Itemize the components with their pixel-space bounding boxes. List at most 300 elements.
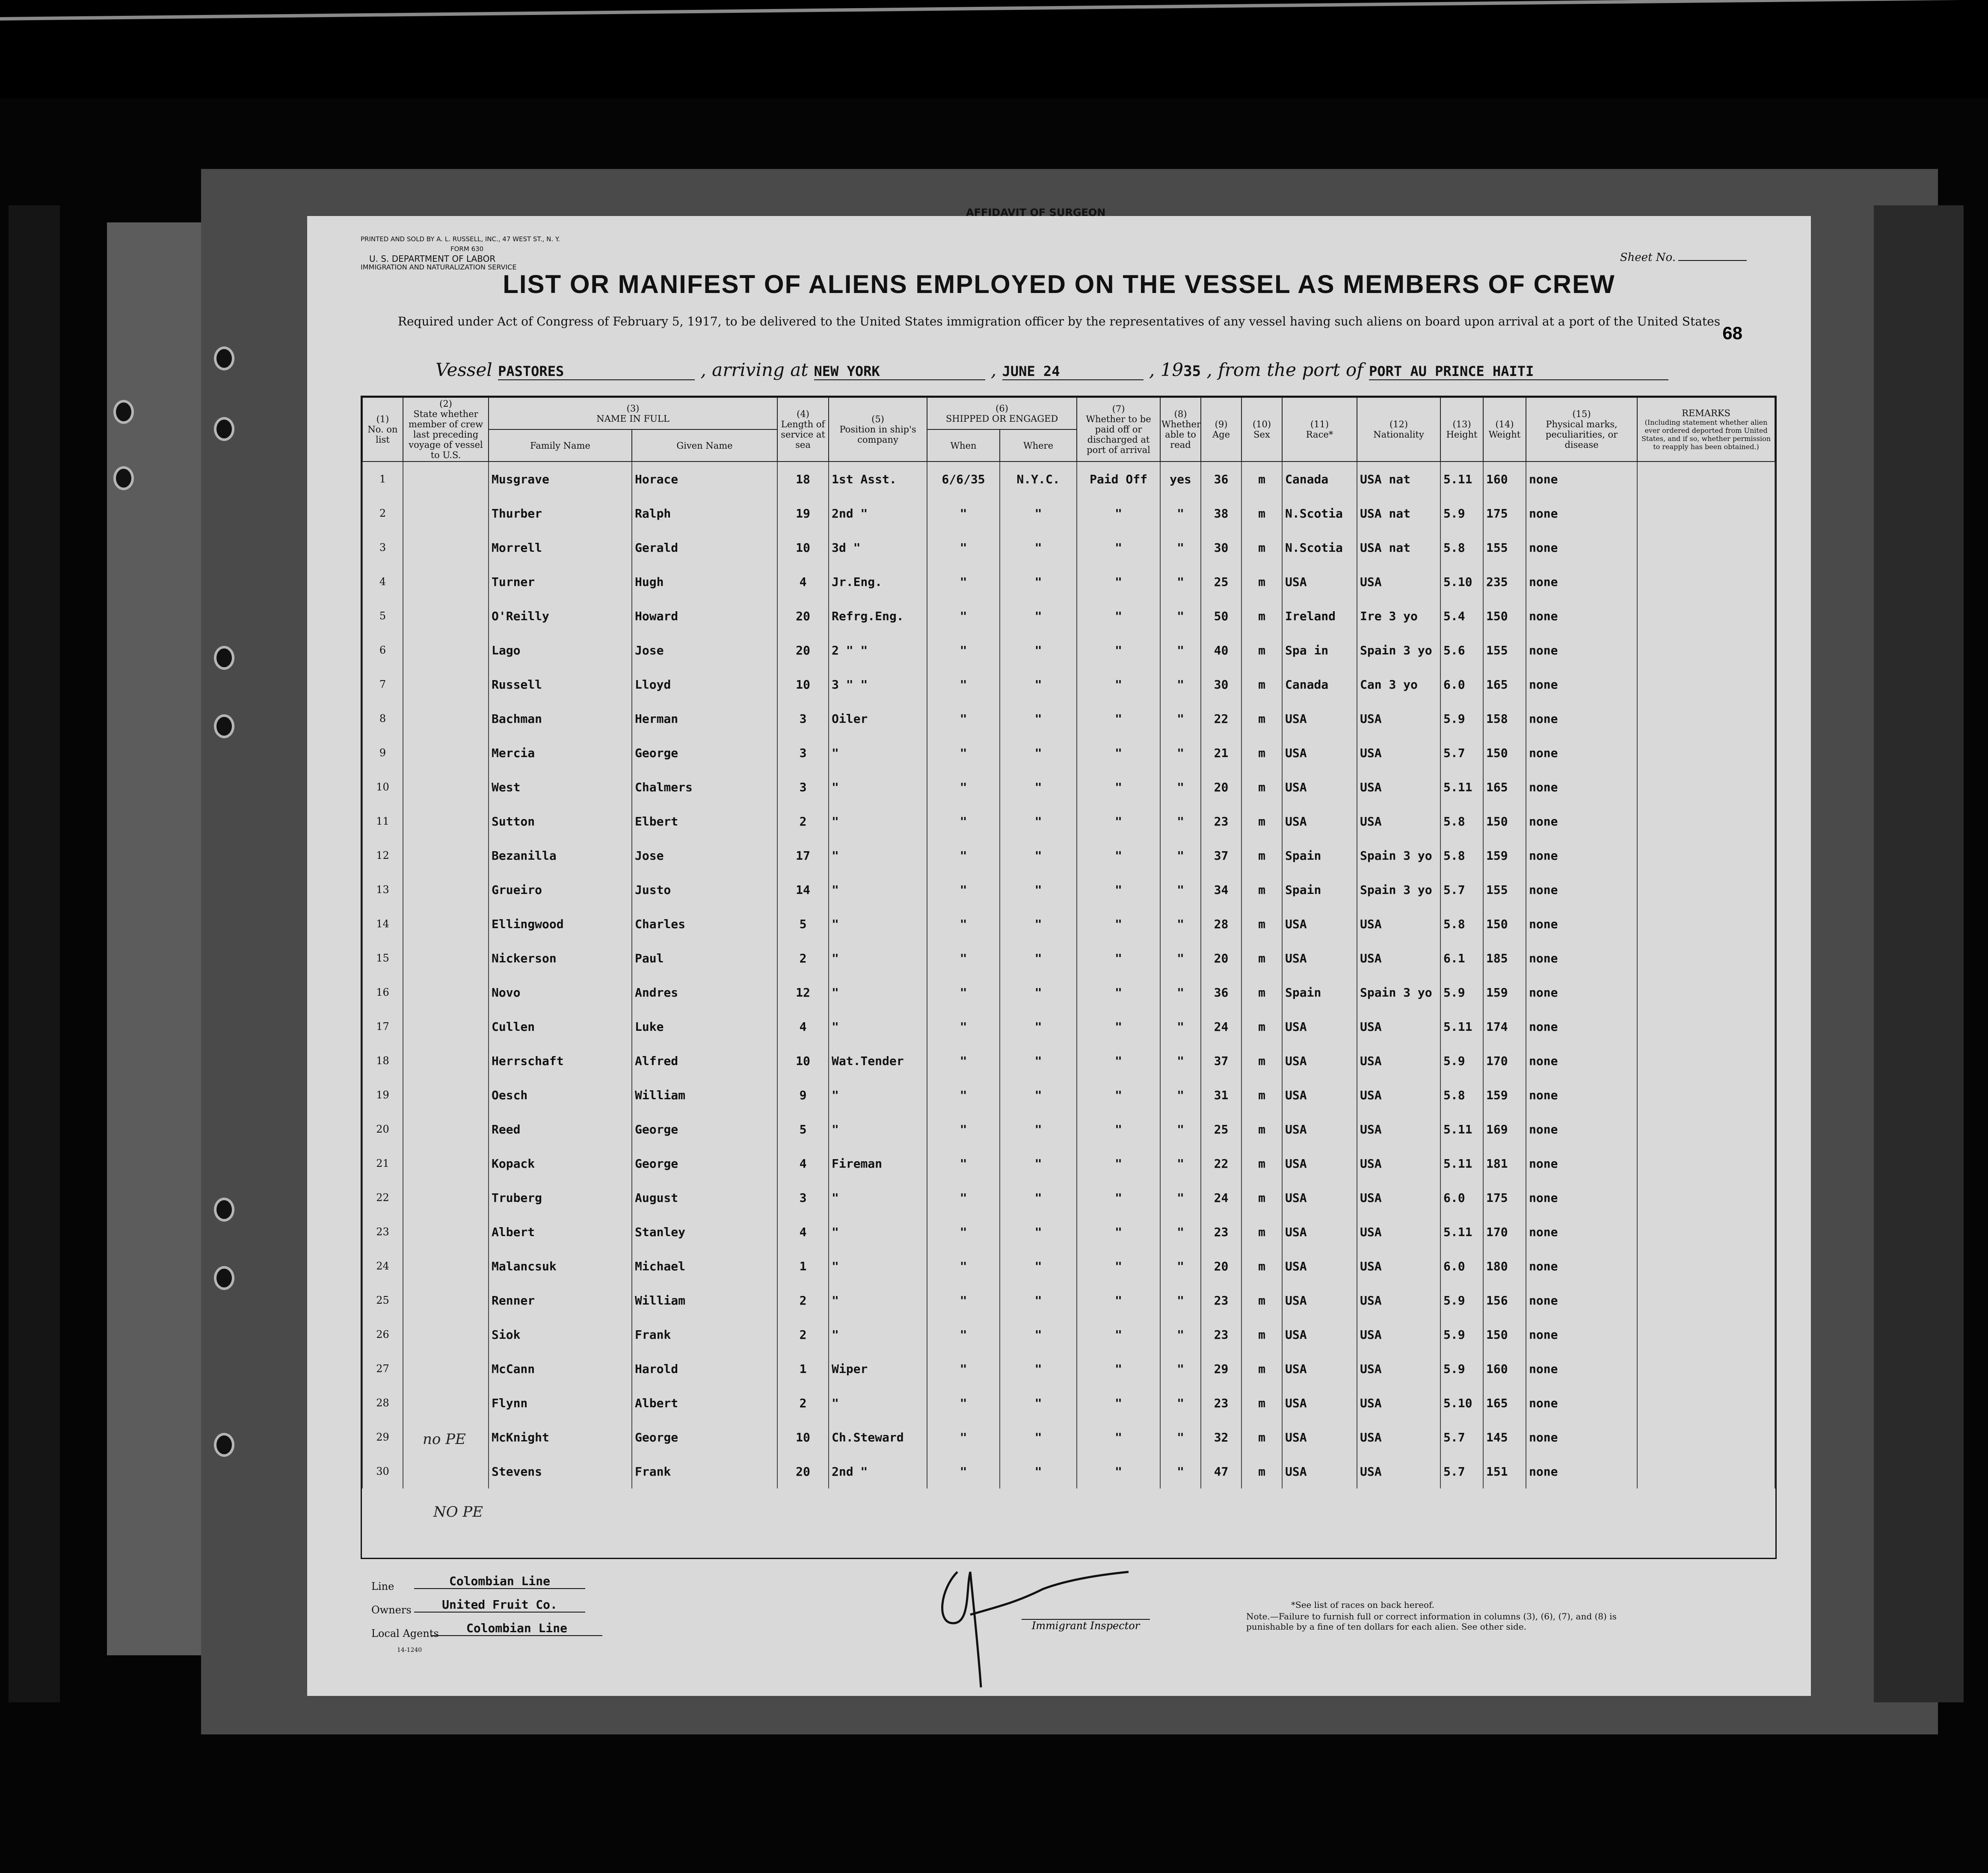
- cell-previous: [403, 907, 489, 941]
- cell-family: Novo: [489, 975, 632, 1009]
- col-text: Height: [1446, 429, 1478, 440]
- agents-label: Local Agents: [371, 1627, 439, 1639]
- cell-given: Herman: [632, 701, 777, 736]
- cell-nationality: Spain 3 yo: [1357, 873, 1440, 907]
- vessel-name: PASTORES: [498, 363, 695, 380]
- cell-sex: m: [1241, 530, 1282, 565]
- cell-weight: 165: [1483, 1386, 1526, 1420]
- cell-family: Albert: [489, 1215, 632, 1249]
- cell-race: USA: [1282, 941, 1357, 975]
- cell-age: 20: [1201, 941, 1241, 975]
- cell-position: ": [829, 1112, 927, 1146]
- cell-no: 16: [362, 975, 403, 1009]
- table-row: [362, 1317, 1775, 1352]
- cell-height: 5.11: [1440, 770, 1483, 804]
- cell-paid: ": [1077, 599, 1160, 633]
- cell-where: N.Y.C.: [1000, 462, 1077, 496]
- col-num: (5): [871, 414, 884, 424]
- cell-weight: 150: [1483, 804, 1526, 838]
- cell-when: ": [927, 804, 1000, 838]
- col-num: (13): [1452, 419, 1471, 429]
- table-row: [362, 1420, 1775, 1454]
- cell-position: Oiler: [829, 701, 927, 736]
- cell-nationality: USA: [1357, 1317, 1440, 1352]
- cell-sex: m: [1241, 1009, 1282, 1044]
- cell-no: 8: [362, 701, 403, 736]
- cell-remarks: [1637, 496, 1775, 530]
- cell-age: 23: [1201, 1215, 1241, 1249]
- cell-marks: none: [1526, 1420, 1637, 1454]
- binder-hole-icon: [214, 646, 234, 670]
- table-row: [362, 838, 1775, 873]
- cell-paid: ": [1077, 770, 1160, 804]
- cell-age: 32: [1201, 1420, 1241, 1454]
- cell-height: 5.9: [1440, 1283, 1483, 1317]
- cell-when: ": [927, 1181, 1000, 1215]
- cell-weight: 160: [1483, 1352, 1526, 1386]
- cell-given: Lloyd: [632, 667, 777, 701]
- cell-position: Refrg.Eng.: [829, 599, 927, 633]
- cell-family: Reed: [489, 1112, 632, 1146]
- cell-read: ": [1160, 873, 1201, 907]
- cell-service: 14: [777, 873, 829, 907]
- cell-weight: 155: [1483, 633, 1526, 667]
- cell-read: ": [1160, 838, 1201, 873]
- cell-race: Spain: [1282, 838, 1357, 873]
- cell-paid: ": [1077, 1283, 1160, 1317]
- cell-race: Canada: [1282, 667, 1357, 701]
- cell-given: Gerald: [632, 530, 777, 565]
- cell-age: 25: [1201, 565, 1241, 599]
- cell-given: Jose: [632, 838, 777, 873]
- cell-sex: m: [1241, 1078, 1282, 1112]
- cell-marks: none: [1526, 1317, 1637, 1352]
- cell-given: August: [632, 1181, 777, 1215]
- cell-family: Grueiro: [489, 873, 632, 907]
- handwritten-note-row28: no PE: [423, 1431, 466, 1448]
- cell-given: William: [632, 1078, 777, 1112]
- cell-weight: 151: [1483, 1454, 1526, 1488]
- cell-race: USA: [1282, 1215, 1357, 1249]
- cell-where: ": [1000, 496, 1077, 530]
- cell-weight: 150: [1483, 736, 1526, 770]
- cell-position: ": [829, 873, 927, 907]
- cell-sex: m: [1241, 804, 1282, 838]
- cell-where: ": [1000, 1283, 1077, 1317]
- cell-weight: 150: [1483, 1317, 1526, 1352]
- cell-weight: 165: [1483, 667, 1526, 701]
- cell-paid: ": [1077, 1044, 1160, 1078]
- cell-read: ": [1160, 1386, 1201, 1420]
- table-row: [362, 530, 1775, 565]
- table-row: [362, 1454, 1775, 1488]
- cell-sex: m: [1241, 873, 1282, 907]
- cell-service: 1: [777, 1352, 829, 1386]
- table-row: [362, 565, 1775, 599]
- cell-read: ": [1160, 1215, 1201, 1249]
- cell-age: 22: [1201, 701, 1241, 736]
- cell-where: ": [1000, 1386, 1077, 1420]
- cell-position: 3 " ": [829, 667, 927, 701]
- cell-where: ": [1000, 873, 1077, 907]
- from-label: , from the port of: [1206, 359, 1363, 380]
- cell-age: 36: [1201, 975, 1241, 1009]
- cell-marks: none: [1526, 1009, 1637, 1044]
- cell-remarks: [1637, 770, 1775, 804]
- cell-sex: m: [1241, 941, 1282, 975]
- cell-nationality: Ire 3 yo: [1357, 599, 1440, 633]
- cell-marks: none: [1526, 565, 1637, 599]
- cell-service: 2: [777, 1386, 829, 1420]
- cell-when: ": [927, 1215, 1000, 1249]
- cell-no: 15: [362, 941, 403, 975]
- cell-when: ": [927, 941, 1000, 975]
- cell-race: USA: [1282, 1146, 1357, 1181]
- cell-read: ": [1160, 907, 1201, 941]
- table-row: [362, 1352, 1775, 1386]
- cell-service: 4: [777, 1009, 829, 1044]
- cell-remarks: [1637, 1283, 1775, 1317]
- cell-marks: none: [1526, 907, 1637, 941]
- cell-race: Spain: [1282, 975, 1357, 1009]
- cell-sex: m: [1241, 1454, 1282, 1488]
- cell-previous: [403, 1317, 489, 1352]
- cell-family: Sutton: [489, 804, 632, 838]
- cell-previous: [403, 770, 489, 804]
- cell-when: ": [927, 565, 1000, 599]
- cell-sex: m: [1241, 907, 1282, 941]
- cell-no: 25: [362, 1283, 403, 1317]
- cell-previous: [403, 873, 489, 907]
- page-number: 68: [1722, 323, 1742, 343]
- cell-marks: none: [1526, 496, 1637, 530]
- cell-height: 5.6: [1440, 633, 1483, 667]
- cell-read: ": [1160, 1078, 1201, 1112]
- cell-marks: none: [1526, 873, 1637, 907]
- cell-age: 23: [1201, 1386, 1241, 1420]
- cell-position: Wiper: [829, 1352, 927, 1386]
- cell-previous: [403, 1249, 489, 1283]
- cell-age: 23: [1201, 1317, 1241, 1352]
- printer-imprint: PRINTED AND SOLD BY A. L. RUSSELL, INC., 47 WEST ST., N. Y.: [361, 235, 560, 243]
- cell-paid: ": [1077, 1078, 1160, 1112]
- cell-family: Lago: [489, 633, 632, 667]
- cell-given: Elbert: [632, 804, 777, 838]
- col-num: (3): [626, 403, 640, 414]
- cell-weight: 150: [1483, 599, 1526, 633]
- col-header-weight: [1483, 397, 1526, 462]
- cell-previous: [403, 1215, 489, 1249]
- cell-service: 2: [777, 1283, 829, 1317]
- cell-where: ": [1000, 907, 1077, 941]
- cell-family: West: [489, 770, 632, 804]
- cell-paid: Paid Off: [1077, 462, 1160, 496]
- cell-family: Stevens: [489, 1454, 632, 1488]
- cell-given: George: [632, 1420, 777, 1454]
- cell-marks: none: [1526, 1146, 1637, 1181]
- cell-read: yes: [1160, 462, 1201, 496]
- cell-when: ": [927, 1454, 1000, 1488]
- cell-height: 5.10: [1440, 1386, 1483, 1420]
- cell-height: 5.8: [1440, 838, 1483, 873]
- cell-nationality: USA: [1357, 1454, 1440, 1488]
- col-text: Nationality: [1373, 429, 1424, 440]
- cell-nationality: USA: [1357, 941, 1440, 975]
- cell-read: ": [1160, 1044, 1201, 1078]
- cell-when: ": [927, 736, 1000, 770]
- cell-when: ": [927, 1283, 1000, 1317]
- cell-age: 31: [1201, 1078, 1241, 1112]
- cell-no: 1: [362, 462, 403, 496]
- vessel-line: Vessel PASTORES , arriving at NEW YORK , JUNE 24 , 1935 , from the port of PORT AU PRINCE HAITI: [436, 359, 1668, 380]
- cell-family: Truberg: [489, 1181, 632, 1215]
- cell-weight: 145: [1483, 1420, 1526, 1454]
- cell-given: Albert: [632, 1386, 777, 1420]
- col-header-service: [777, 397, 829, 462]
- cell-weight: 175: [1483, 496, 1526, 530]
- cell-position: ": [829, 1009, 927, 1044]
- cell-position: ": [829, 1078, 927, 1112]
- cell-no: 13: [362, 873, 403, 907]
- cell-paid: ": [1077, 565, 1160, 599]
- table-row: [362, 770, 1775, 804]
- col-text: Whether able to read: [1161, 419, 1201, 450]
- cell-remarks: [1637, 565, 1775, 599]
- cell-previous: [403, 1283, 489, 1317]
- cell-position: Jr.Eng.: [829, 565, 927, 599]
- cell-previous: [403, 1009, 489, 1044]
- cell-height: 5.11: [1440, 1112, 1483, 1146]
- cell-sex: m: [1241, 1352, 1282, 1386]
- cell-nationality: USA nat: [1357, 530, 1440, 565]
- cell-nationality: USA: [1357, 1044, 1440, 1078]
- cell-marks: none: [1526, 941, 1637, 975]
- cell-service: 5: [777, 907, 829, 941]
- cell-no: 24: [362, 1249, 403, 1283]
- cell-position: ": [829, 907, 927, 941]
- cell-service: 2: [777, 804, 829, 838]
- cell-race: USA: [1282, 804, 1357, 838]
- cell-marks: none: [1526, 736, 1637, 770]
- year-prefix: , 19: [1149, 359, 1184, 380]
- cell-race: USA: [1282, 1009, 1357, 1044]
- col-header-height: [1440, 397, 1483, 462]
- cell-weight: 150: [1483, 907, 1526, 941]
- cell-read: ": [1160, 1317, 1201, 1352]
- cell-read: ": [1160, 1249, 1201, 1283]
- cell-remarks: [1637, 1009, 1775, 1044]
- cell-paid: ": [1077, 1352, 1160, 1386]
- sheet-label: Sheet No.: [1620, 251, 1676, 264]
- cell-position: ": [829, 1249, 927, 1283]
- cell-no: 9: [362, 736, 403, 770]
- cell-nationality: Spain 3 yo: [1357, 633, 1440, 667]
- cell-when: ": [927, 633, 1000, 667]
- col-header-remarks: [1637, 397, 1775, 462]
- cell-when: ": [927, 1146, 1000, 1181]
- cell-sex: m: [1241, 838, 1282, 873]
- cell-weight: 170: [1483, 1215, 1526, 1249]
- cell-where: ": [1000, 1009, 1077, 1044]
- cell-remarks: [1637, 1454, 1775, 1488]
- arrival-port: NEW YORK: [814, 363, 985, 380]
- cell-previous: [403, 530, 489, 565]
- cell-nationality: USA: [1357, 1215, 1440, 1249]
- arrival-date: JUNE 24: [1002, 363, 1144, 380]
- cell-age: 38: [1201, 496, 1241, 530]
- cell-position: ": [829, 770, 927, 804]
- cell-given: Ralph: [632, 496, 777, 530]
- cell-position: ": [829, 838, 927, 873]
- col-num: (15): [1572, 409, 1591, 419]
- cell-paid: ": [1077, 633, 1160, 667]
- cell-family: Morrell: [489, 530, 632, 565]
- cell-when: ": [927, 770, 1000, 804]
- left-dark-strip: [9, 205, 60, 1702]
- cell-family: Flynn: [489, 1386, 632, 1420]
- cell-sex: m: [1241, 1386, 1282, 1420]
- table-row: [362, 1078, 1775, 1112]
- cell-weight: 159: [1483, 975, 1526, 1009]
- cell-where: ": [1000, 770, 1077, 804]
- cell-nationality: USA nat: [1357, 496, 1440, 530]
- cell-paid: ": [1077, 1181, 1160, 1215]
- cell-position: 1st Asst.: [829, 462, 927, 496]
- cell-given: Paul: [632, 941, 777, 975]
- cell-when: ": [927, 1249, 1000, 1283]
- col-num: (14): [1495, 419, 1514, 429]
- cell-height: 6.1: [1440, 941, 1483, 975]
- cell-service: 2: [777, 1317, 829, 1352]
- cell-given: Stanley: [632, 1215, 777, 1249]
- cell-given: Andres: [632, 975, 777, 1009]
- cell-marks: none: [1526, 804, 1637, 838]
- cell-remarks: [1637, 1386, 1775, 1420]
- cell-marks: none: [1526, 599, 1637, 633]
- cell-sex: m: [1241, 633, 1282, 667]
- cell-service: 1: [777, 1249, 829, 1283]
- cell-given: Frank: [632, 1454, 777, 1488]
- binder-hole-icon: [113, 466, 134, 490]
- cell-position: 2nd ": [829, 496, 927, 530]
- cell-read: ": [1160, 1420, 1201, 1454]
- cell-family: Renner: [489, 1283, 632, 1317]
- binder-hole-icon: [214, 1433, 234, 1457]
- table-row: [362, 1112, 1775, 1146]
- manifest-body: [362, 462, 1775, 1488]
- cell-service: 3: [777, 770, 829, 804]
- cell-race: USA: [1282, 1249, 1357, 1283]
- cell-remarks: [1637, 907, 1775, 941]
- cell-remarks: [1637, 599, 1775, 633]
- col-header-when: When: [927, 429, 1000, 462]
- cell-where: ": [1000, 1078, 1077, 1112]
- cell-when: ": [927, 873, 1000, 907]
- cell-family: Musgrave: [489, 462, 632, 496]
- cell-age: 25: [1201, 1112, 1241, 1146]
- cell-remarks: [1637, 1044, 1775, 1078]
- cell-when: ": [927, 496, 1000, 530]
- cell-read: ": [1160, 975, 1201, 1009]
- cell-family: Oesch: [489, 1078, 632, 1112]
- owners-value: United Fruit Co.: [414, 1598, 585, 1613]
- cell-height: 6.0: [1440, 1181, 1483, 1215]
- cell-family: Mercia: [489, 736, 632, 770]
- cell-family: Nickerson: [489, 941, 632, 975]
- col-header-marks: [1526, 397, 1637, 462]
- cell-race: N.Scotia: [1282, 530, 1357, 565]
- cell-previous: [403, 1078, 489, 1112]
- cell-weight: 160: [1483, 462, 1526, 496]
- cell-height: 5.11: [1440, 1146, 1483, 1181]
- cell-height: 5.9: [1440, 496, 1483, 530]
- cell-nationality: USA: [1357, 1009, 1440, 1044]
- col-text: NAME IN FULL: [596, 413, 670, 424]
- handwritten-note-row30: NO PE: [433, 1503, 483, 1521]
- line-value: Colombian Line: [414, 1574, 585, 1589]
- cell-read: ": [1160, 770, 1201, 804]
- cell-nationality: USA: [1357, 1181, 1440, 1215]
- cell-race: USA: [1282, 701, 1357, 736]
- cell-race: USA: [1282, 1044, 1357, 1078]
- table-row: [362, 1249, 1775, 1283]
- cell-no: 28: [362, 1386, 403, 1420]
- cell-remarks: [1637, 838, 1775, 873]
- cell-position: 3d ": [829, 530, 927, 565]
- cell-remarks: [1637, 1420, 1775, 1454]
- table-row: [362, 1181, 1775, 1215]
- cell-weight: 165: [1483, 770, 1526, 804]
- cell-sex: m: [1241, 1112, 1282, 1146]
- cell-nationality: USA: [1357, 1078, 1440, 1112]
- cell-nationality: USA nat: [1357, 462, 1440, 496]
- cell-no: 27: [362, 1352, 403, 1386]
- cell-no: 23: [362, 1215, 403, 1249]
- sheet-number: [1620, 251, 1747, 264]
- cell-when: ": [927, 1078, 1000, 1112]
- col-header-no: [362, 397, 403, 462]
- footer-form-code: 14-1240: [397, 1647, 422, 1654]
- col-num: (10): [1252, 419, 1271, 429]
- cell-race: Spa in: [1282, 633, 1357, 667]
- cell-no: 4: [362, 565, 403, 599]
- cell-family: Russell: [489, 667, 632, 701]
- cell-no: 3: [362, 530, 403, 565]
- cell-when: ": [927, 1112, 1000, 1146]
- cell-weight: 175: [1483, 1181, 1526, 1215]
- binder-hole-icon: [214, 714, 234, 738]
- cell-paid: ": [1077, 1454, 1160, 1488]
- cell-sex: m: [1241, 701, 1282, 736]
- cell-previous: [403, 1112, 489, 1146]
- cell-previous: [403, 1352, 489, 1386]
- table-row: [362, 736, 1775, 770]
- cell-read: ": [1160, 941, 1201, 975]
- cell-paid: ": [1077, 701, 1160, 736]
- cell-race: USA: [1282, 1386, 1357, 1420]
- cell-remarks: [1637, 667, 1775, 701]
- cell-family: McCann: [489, 1352, 632, 1386]
- owners-label: Owners: [371, 1604, 412, 1616]
- cell-paid: ": [1077, 1009, 1160, 1044]
- cell-weight: 159: [1483, 838, 1526, 873]
- cell-read: ": [1160, 736, 1201, 770]
- col-header-where: Where: [1000, 429, 1077, 462]
- cell-given: Charles: [632, 907, 777, 941]
- cell-paid: ": [1077, 838, 1160, 873]
- col-header-given-name: Given Name: [632, 429, 777, 462]
- cell-race: USA: [1282, 1078, 1357, 1112]
